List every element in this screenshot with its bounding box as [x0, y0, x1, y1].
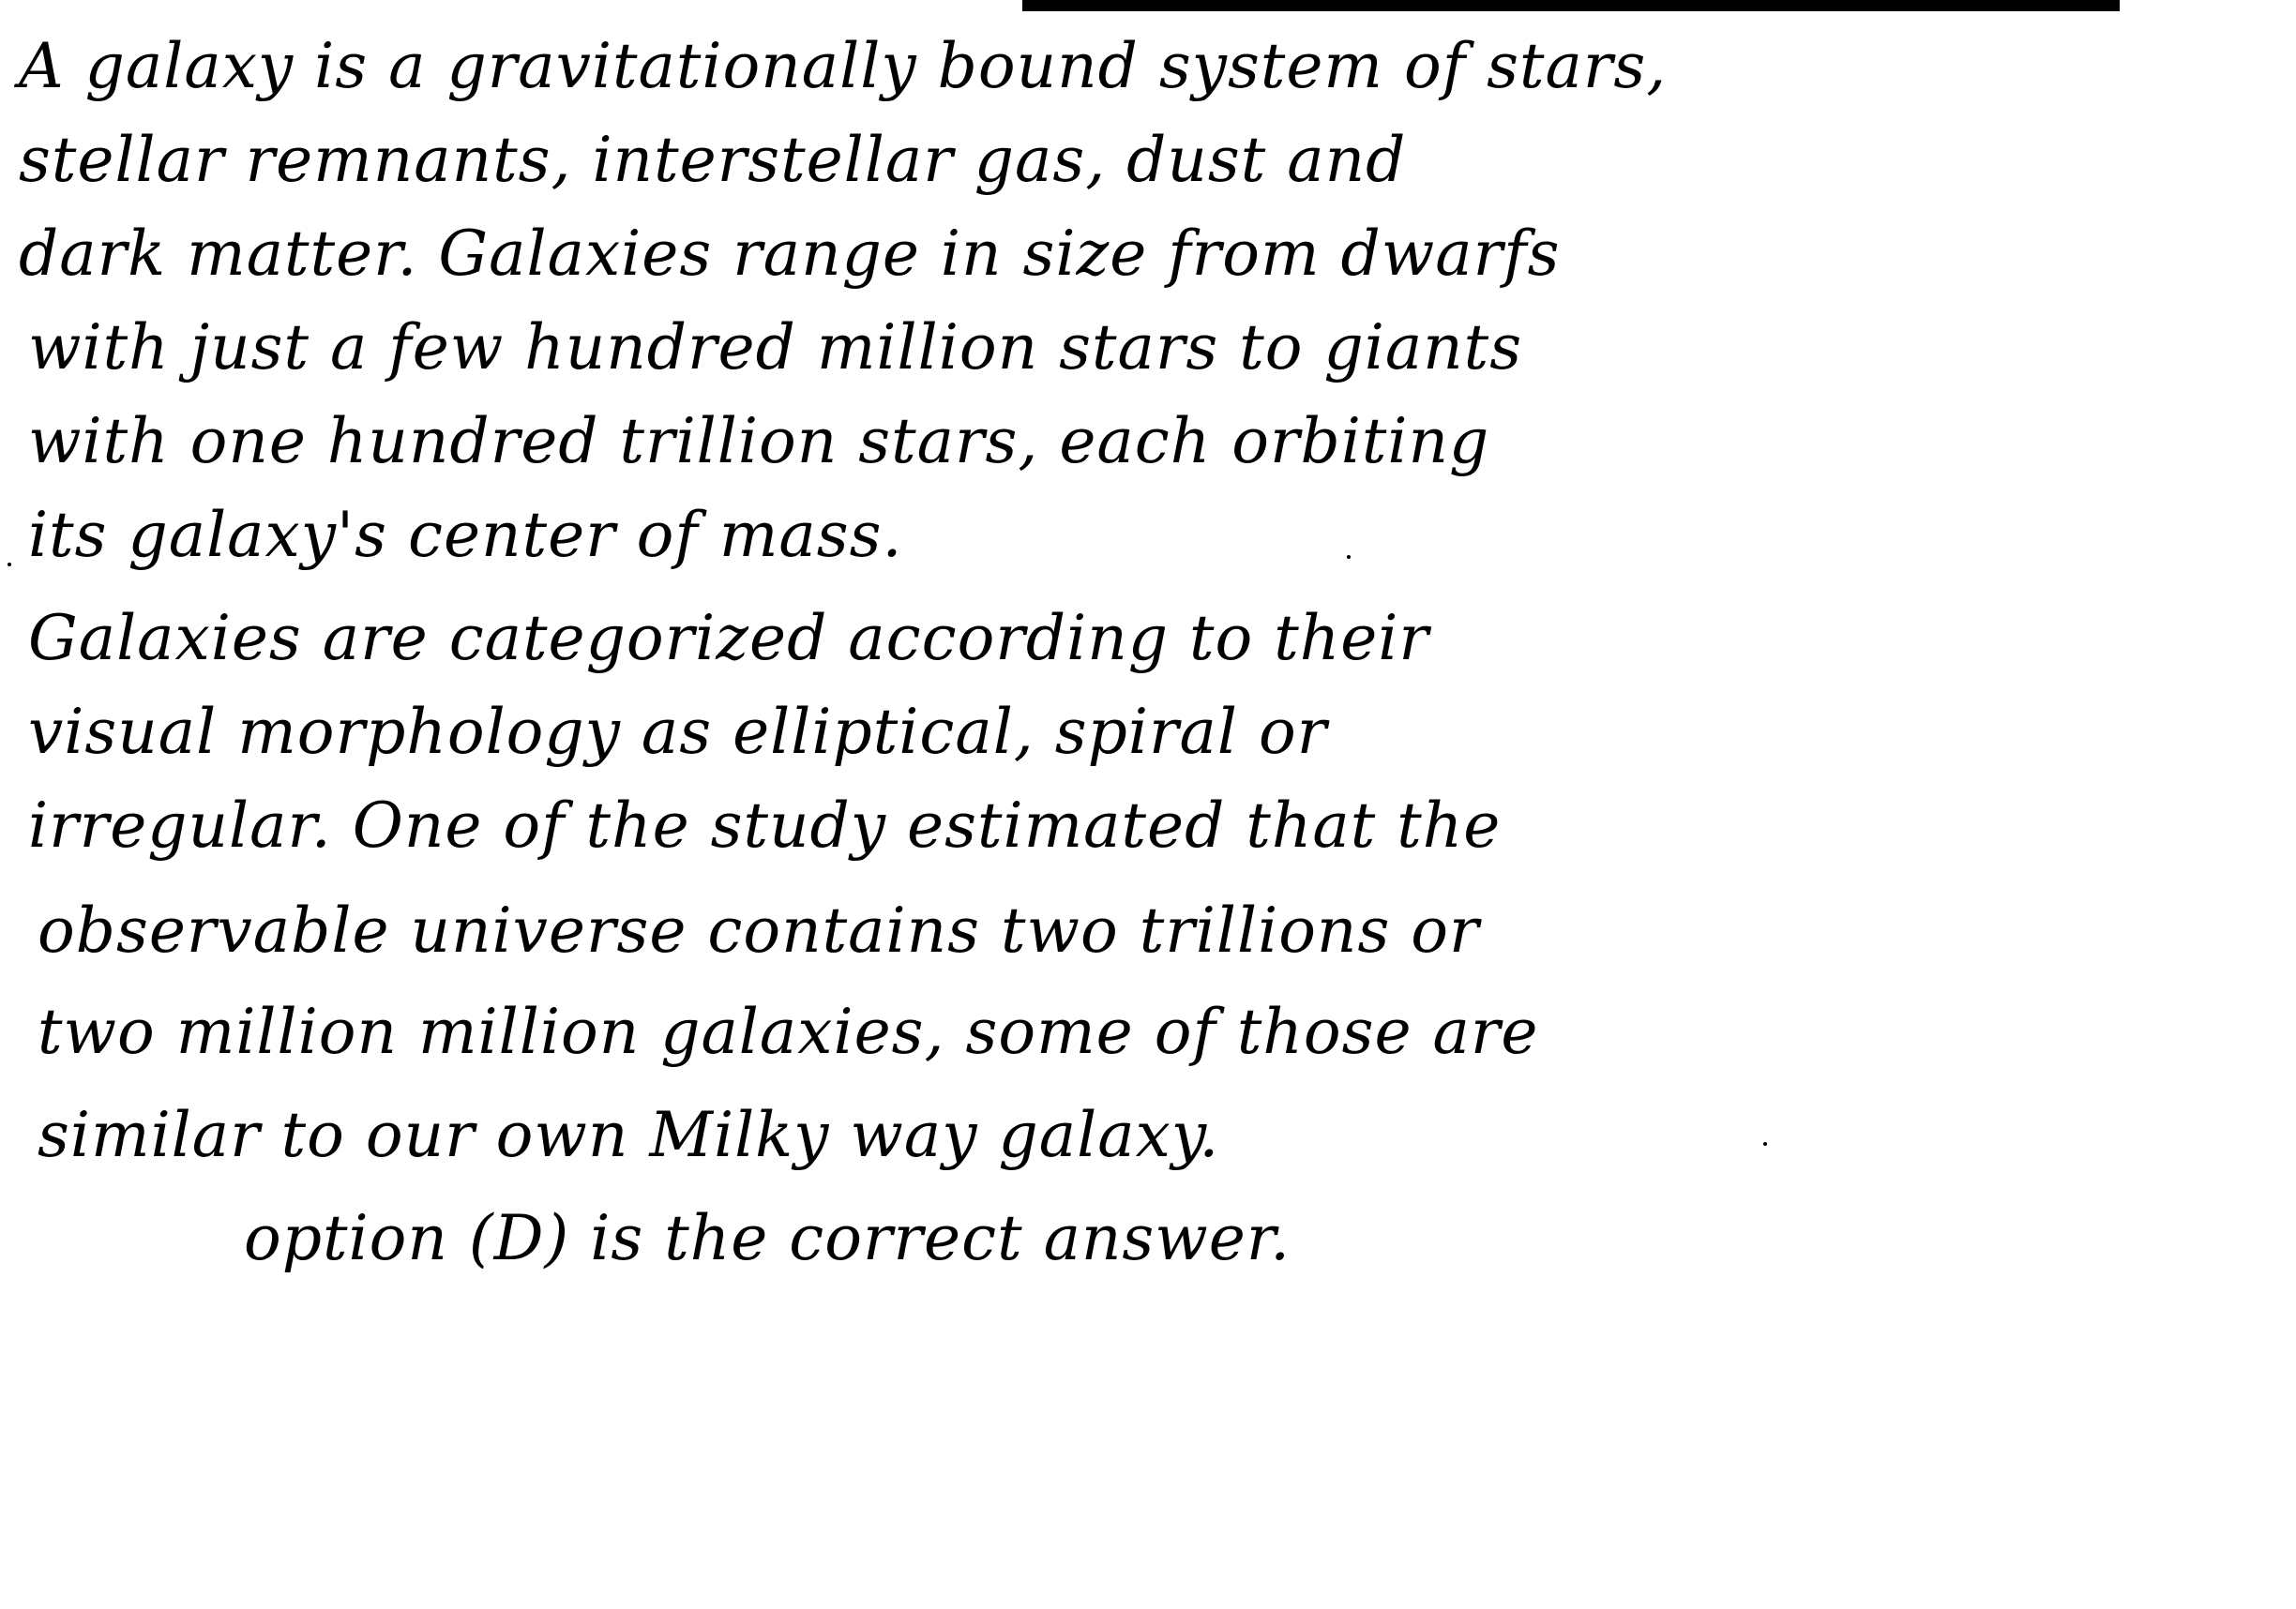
text-line-12: similar to our own Milky way galaxy. — [38, 1099, 1220, 1171]
text-line-5: with one hundred trillion stars, each orbiting — [28, 405, 1490, 477]
text-line-9: irregular. One of the study estimated that the — [28, 789, 1502, 862]
top-edge-rule — [1022, 0, 2120, 11]
stray-dot — [1763, 1142, 1767, 1146]
text-line-10: observable universe contains two trillions or — [38, 895, 1480, 967]
text-line-2: stellar remnants, interstellar gas, dust and — [19, 124, 1407, 196]
text-line-11: two million million galaxies, some of those are — [38, 996, 1539, 1068]
text-line-7: Galaxies are categorized according to their — [28, 602, 1429, 674]
text-line-3: dark matter. Galaxies range in size from dwarfs — [19, 218, 1561, 290]
stray-dot — [8, 563, 11, 566]
answer-line: option (D) is the correct answer. — [244, 1202, 1292, 1274]
stray-dot — [1347, 555, 1351, 559]
text-line-8: visual morphology as elliptical, spiral or — [28, 696, 1328, 768]
text-line-4: with just a few hundred million stars to giants — [28, 311, 1523, 383]
text-line-1: A galaxy is a gravitationally bound system of stars, — [19, 30, 1668, 102]
text-line-6: its galaxy's center of mass. — [28, 499, 903, 571]
